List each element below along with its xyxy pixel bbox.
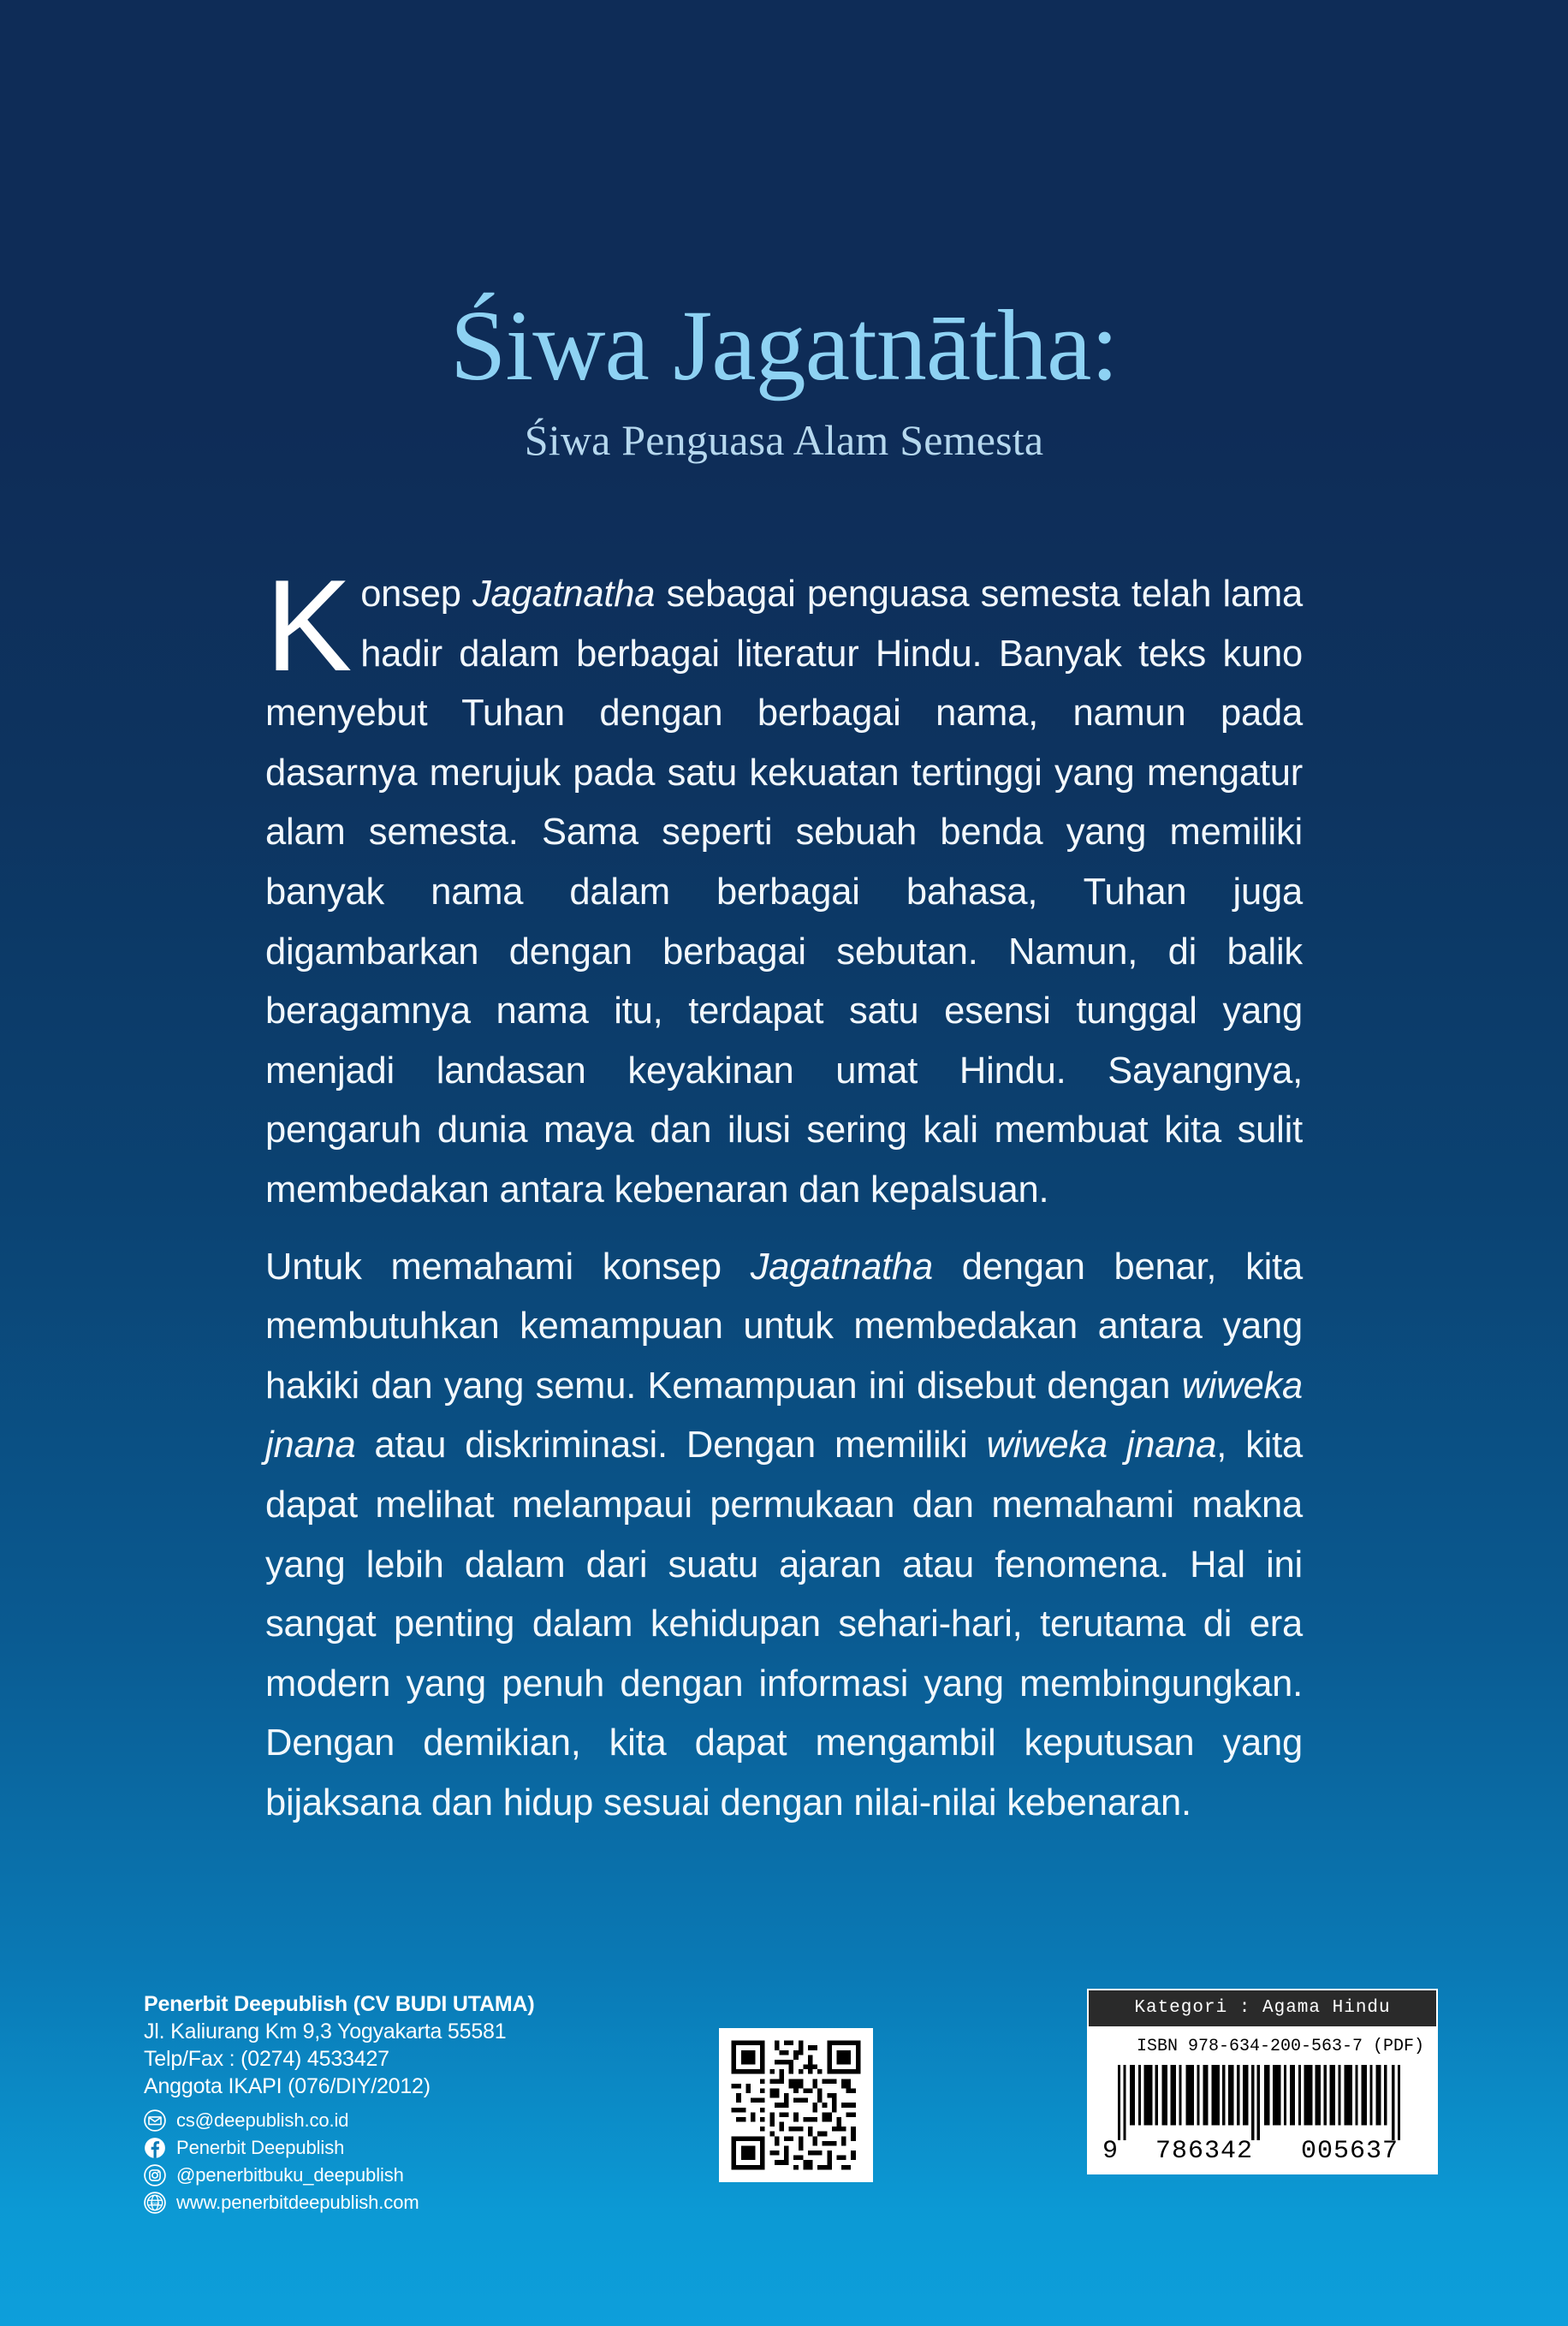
contact-row-website <box>144 2192 692 2214</box>
blurb-text-area <box>265 553 1304 1833</box>
blurb-p1-italic-term: Jagatnatha <box>472 574 656 615</box>
contact-facebook-text[interactable]: Penerbit Deepublish <box>176 2137 345 2158</box>
publisher-info-block <box>144 1992 692 2219</box>
contact-row-instagram <box>144 2164 692 2186</box>
publisher-contact-list <box>144 2109 692 2214</box>
barcode <box>1101 2065 1424 2166</box>
publisher-phone: Telp/Fax : (0274) 4533427 <box>144 2047 389 2071</box>
qr-code[interactable] <box>719 2028 873 2182</box>
publisher-address: Jl. Kaliurang Km 9,3 Yogyakarta 55581 <box>144 2020 507 2043</box>
ean-right-group: 005637 <box>1300 2137 1399 2166</box>
ean-lead-digit: 9 <box>1102 2137 1120 2166</box>
contact-instagram-text[interactable]: @penerbitbuku_deepublish <box>176 2164 404 2186</box>
contact-row-facebook <box>144 2137 692 2159</box>
email-icon <box>144 2109 166 2132</box>
blurb-p2-segment-b: dengan benar, kita membutuhkan kemampuan untuk membedakan antara yang hakiki dan yang semu. Kemampuan ini disebut dengan <box>265 1246 1303 1407</box>
blurb-p2-italic-term-2: wiweka jnana <box>265 1365 1303 1466</box>
book-subtitle: Śiwa Penguasa Alam Semesta <box>524 416 1044 465</box>
cover-footer <box>0 1966 1568 2326</box>
facebook-icon <box>144 2137 166 2159</box>
blurb-p2-segment-a: Untuk memahami konsep <box>265 1246 751 1288</box>
isbn-number: ISBN 978-634-200-563-7 (PDF) <box>1136 2037 1424 2056</box>
ean-left-group: 786342 <box>1155 2137 1254 2166</box>
category-label: Kategori : Agama Hindu <box>1089 1990 1436 2026</box>
instagram-icon <box>144 2164 166 2186</box>
contact-email-text[interactable]: cs@deepublish.co.id <box>176 2109 349 2131</box>
blurb-paragraph-1 <box>265 553 1304 1221</box>
website-icon <box>144 2192 166 2214</box>
ean-digits <box>1101 2137 1424 2166</box>
svg-text:www: www <box>150 2201 160 2207</box>
blurb-p2-italic-term-1: Jagatnatha <box>750 1246 933 1288</box>
publisher-name: Penerbit Deepublish (CV BUDI UTAMA) <box>144 1992 535 2016</box>
qr-code-graphic <box>727 2036 865 2174</box>
blurb-p1-segment-b: sebagai penguasa semesta telah lama hadir dalam berbagai literatur Hindu. Banyak teks kuno menyebut Tuhan dengan berbagai nama, namun pada dasarnya merujuk pada satu kekuatan tertinggi yang mengatur alam semesta. Sama seperti sebuah benda yang memiliki banyak nama dalam berbagai bahasa, Tuhan juga digambarkan dengan berbagai sebutan. Namun, di balik beragamnya nama itu, terdapat satu esensi tunggal yang menjadi landasan keyakinan umat Hindu. Sayangnya, pengaruh dunia maya dan ilusi sering kali membuat kita sulit membedakan antara kebenaran dan kepalsuan. <box>265 574 1304 1211</box>
blurb-p2-italic-term-3: wiweka jnana <box>986 1425 1217 1466</box>
book-title: Śiwa Jagatnātha: <box>449 289 1119 402</box>
contact-website-text[interactable]: www.penerbitdeepublish.com <box>176 2192 419 2213</box>
title-block <box>0 291 1568 465</box>
blurb-paragraph-2 <box>265 1238 1303 1834</box>
isbn-body <box>1089 2026 1436 2173</box>
isbn-barcode-block <box>1087 1989 1438 2174</box>
blurb-p1-segment-a: onsep <box>360 574 472 615</box>
drop-cap-letter: K <box>265 553 353 699</box>
publisher-membership: Anggota IKAPI (076/DIY/2012) <box>144 2074 431 2098</box>
barcode-graphic <box>1101 2065 1424 2140</box>
contact-row-email <box>144 2109 692 2132</box>
blurb-p2-segment-d: , kita dapat melihat melampaui permukaan dan memahami makna yang lebih dalam dari suatu ajaran atau fenomena. Hal ini sangat penting dalam kehidupan sehari-hari, terutama di era modern yang penuh dengan informasi yang membingungkan. Dengan demikian, kita dapat mengambil keputusan yang bijaksana dan hidup sesuai dengan nilai-nilai kebenaran. <box>265 1425 1304 1823</box>
blurb-p2-segment-c: atau diskriminasi. Dengan memiliki <box>355 1425 987 1466</box>
